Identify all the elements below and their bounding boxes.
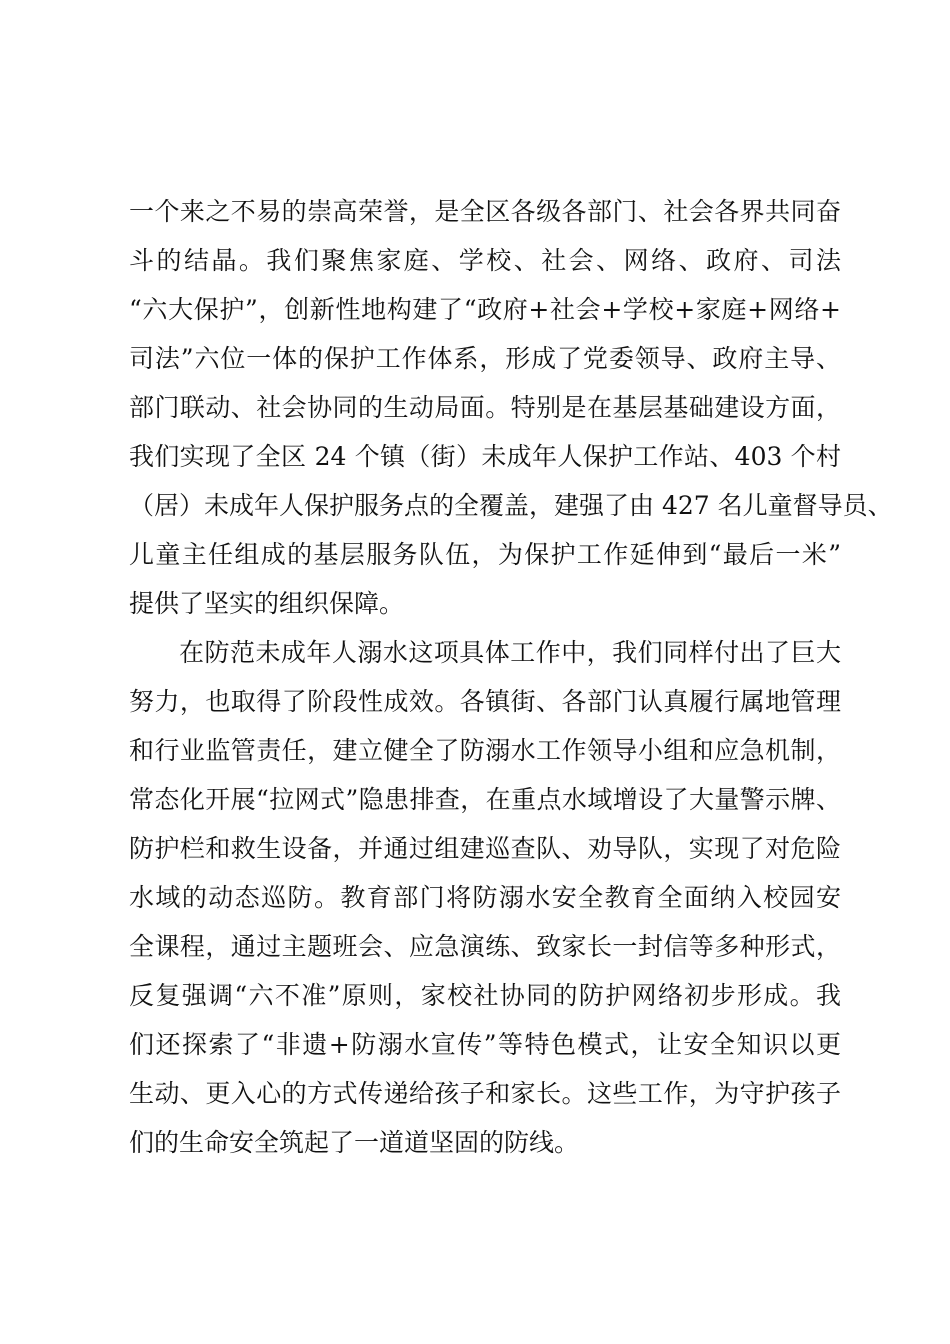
text-line: 们还探索了“非遗+防溺水宣传”等特色模式，让安全知识以更 — [129, 1030, 841, 1059]
text-line: 我们实现了全区 24 个镇（街）未成年人保护工作站、403 个村 — [129, 442, 841, 471]
text-line: 水域的动态巡防。教育部门将防溺水安全教育全面纳入校园安 — [129, 883, 841, 912]
text-line: “六大保护”，创新性地构建了“政府+社会+学校+家庭+网络+ — [129, 295, 841, 324]
text-line: 常态化开展“拉网式”隐患排查，在重点水域增设了大量警示牌、 — [129, 785, 841, 814]
text-line: 提供了坚实的组织保障。 — [129, 589, 405, 618]
body-text — [129, 187, 893, 1167]
text-line: 生动、更入心的方式传递给孩子和家长。这些工作，为守护孩子 — [129, 1079, 841, 1108]
text-line: 司法”六位一体的保护工作体系，形成了党委领导、政府主导、 — [129, 344, 841, 373]
text-line: 和行业监管责任，建立健全了防溺水工作领导小组和应急机制， — [129, 736, 841, 765]
text-line: （居）未成年人保护服务点的全覆盖，建强了由 427 名儿童督导员、 — [129, 491, 893, 520]
paragraph-2 — [129, 628, 841, 1167]
text-line: 反复强调“六不准”原则，家校社协同的防护网络初步形成。我 — [129, 981, 841, 1010]
text-line: 斗的结晶。我们聚焦家庭、学校、社会、网络、政府、司法 — [129, 246, 841, 275]
text-line: 努力，也取得了阶段性成效。各镇街、各部门认真履行属地管理 — [129, 687, 841, 716]
text-line: 在防范未成年人溺水这项具体工作中，我们同样付出了巨大 — [179, 638, 841, 667]
text-line: 部门联动、社会协同的生动局面。特别是在基层基础建设方面， — [129, 393, 841, 422]
text-line: 全课程，通过主题班会、应急演练、致家长一封信等多种形式， — [129, 932, 841, 961]
text-line: 一个来之不易的崇高荣誉，是全区各级各部门、社会各界共同奋 — [129, 197, 841, 226]
text-line: 防护栏和救生设备，并通过组建巡查队、劝导队，实现了对危险 — [129, 834, 841, 863]
text-line: 儿童主任组成的基层服务队伍，为保护工作延伸到“最后一米” — [129, 540, 841, 569]
text-line: 们的生命安全筑起了一道道坚固的防线。 — [129, 1128, 580, 1157]
paragraph-1 — [129, 187, 893, 628]
